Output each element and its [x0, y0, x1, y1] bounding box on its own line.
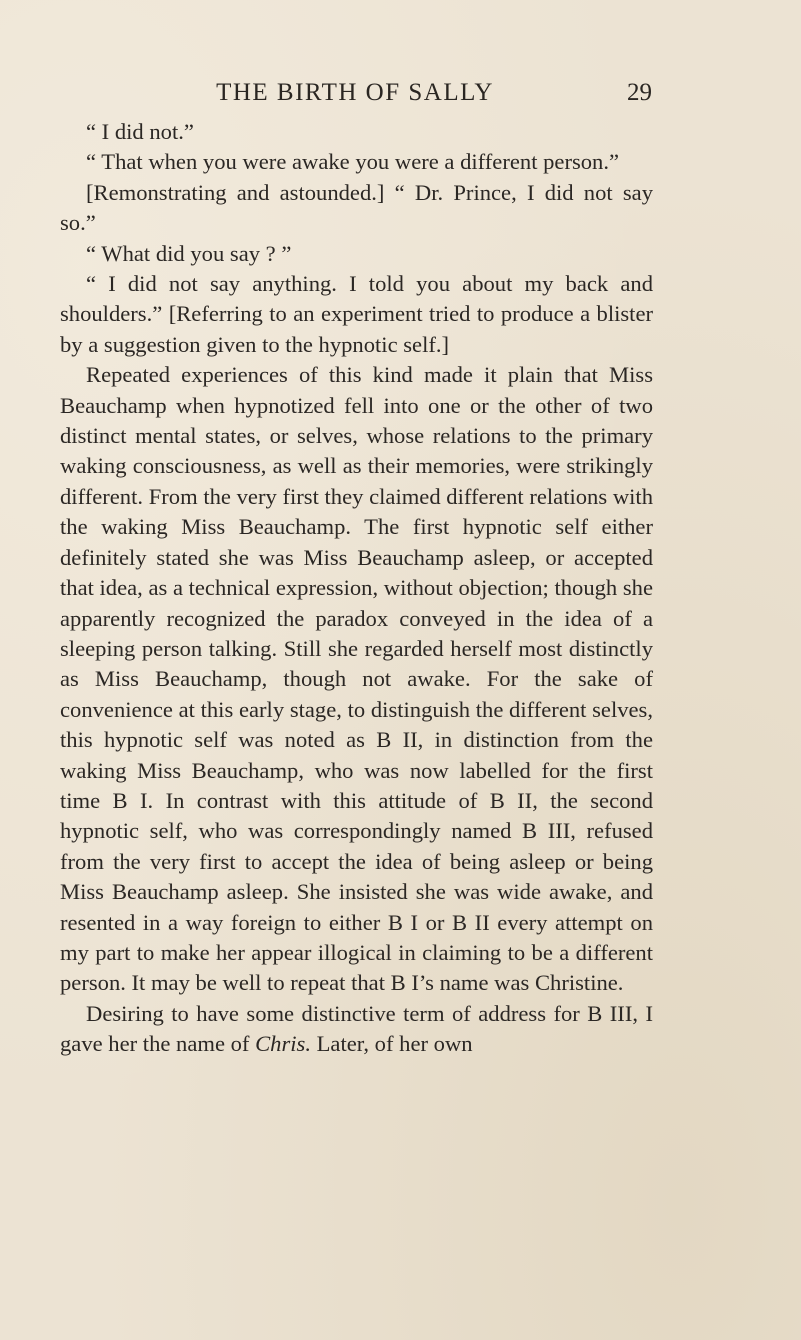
- paragraph: “ I did not.”: [86, 119, 194, 144]
- page-number: 29: [627, 79, 652, 106]
- body-text: [60, 117, 653, 1060]
- paragraph-text: Later, of her own: [310, 1031, 473, 1057]
- paragraph: [60, 999, 653, 1060]
- paragraph: “ What did you say ? ”: [86, 240, 292, 266]
- running-title: THE BIRTH OF SALLY: [216, 79, 494, 106]
- paragraph: Repeated experiences of this kind made it plain that Miss Beauchamp when hypnotized fell into one or the other of two distinct mental states, or selves, whose relations to the primary waking consciousness, as well as their memories, were strikingly different. From the very first they claimed different relations with the waking Miss Beauchamp. The first hypnotic self either definitely stated she was Miss Beauchamp asleep, or accepted that idea, as a technical expression, without objection; though she apparently recognized the paradox conveyed in the idea of a sleeping person talking. Still she regarded herself most distinctly as Miss Beauchamp, though not awake. For the sake of convenience at this early stage, to distinguish the different selves, this hypnotic self was noted as B II, in distinction from the waking Miss Beauchamp, who was now labelled for the first time B I. In contrast with this attitude of B II, the second hypnotic self, who was correspondingly named B III, refused from the very first to accept the idea of being asleep or being Miss Beauchamp asleep. She insisted she was wide awake, and resented in a way foreign to either B I or B II every attempt on my part to make her appear illogical in claiming to be a different person. It may be well to repeat that B I’s name was Christine.: [60, 362, 653, 996]
- paragraph-text: Desiring to have some distinctive term of address for B III, I gave her the name of: [60, 1000, 653, 1057]
- paragraph: “ I did not say anything. I told you about my back and shoulders.” [Referring to an experiment tried to produce a blister by a suggestion given to the hypnotic self.]: [60, 271, 653, 357]
- paragraph: [Remonstrating and astounded.] “ Dr. Prince, I did not say so.”: [60, 179, 653, 236]
- italic-name: Chris.: [255, 1031, 311, 1057]
- paragraph: “ That when you were awake you were a different person.”: [86, 149, 620, 175]
- running-head: [58, 76, 652, 110]
